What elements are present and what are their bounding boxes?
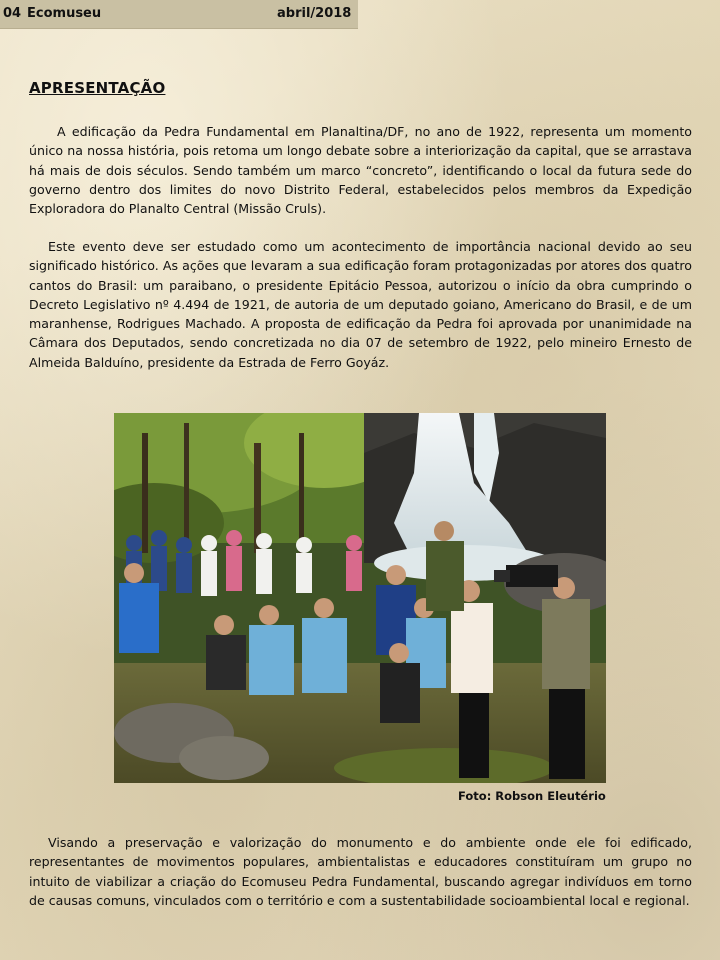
photo-illustration <box>114 413 606 783</box>
issue-date: abril/2018 <box>277 6 352 21</box>
paragraph-2: Este evento deve ser estudado como um acontecimento de importância nacional devido ao seu significado histórico. As ações que levaram a sua edificação foram protagonizadas por atores dos quatro cantos do Brasil: um paraibano, o presidente Epitácio Pessoa, autorizou o início da obra cumprindo o Decreto Legislativo nº 4.494 de 1921, de autoria de um deputado goiano, Americano do Brasil, e de um maranhense, Rodrigues Machado. A proposta de edificação da Pedra foi aprovada por unanimidade na Câmara dos Deputados, sendo concretizada no dia 07 de setembro de 1922, pelo mineiro Ernesto de Almeida Balduíno, presidente da Estrada de Ferro Goyáz. <box>29 239 692 370</box>
section-title: APRESENTAÇÃO <box>29 79 166 97</box>
paragraph-3: Visando a preservação e valorização do monumento e do ambiente onde ele foi edificado, representantes de movimentos populares, ambientalistas e educadores constituíram um grupo no intuito de viabilizar a criação do Ecomuseu Pedra Fundamental, buscando agregar indivíduos em torno de causas comuns, vinculados com o território e com a sustentabilidade socioambiental local e regional. <box>29 835 692 908</box>
header-bar <box>0 0 358 29</box>
page-number: 04 <box>3 6 22 21</box>
photo-caption: Foto: Robson Eleutério <box>458 789 606 803</box>
group-photo-waterfall <box>114 413 606 783</box>
paragraph-1: A edificação da Pedra Fundamental em Planaltina/DF, no ano de 1922, representa um momento único na nossa história, pois retoma um longo debate sobre a interiorização da capital, que se arrastava há mais de dois séculos. Sendo também um marco “concreto”, identificando o local da futura sede do governo dentro dos limites do novo Distrito Federal, estabelecidos pelos membros da Expedição Exploradora do Planalto Central (Missão Cruls). <box>29 124 692 217</box>
magazine-name: Ecomuseu <box>27 6 102 21</box>
